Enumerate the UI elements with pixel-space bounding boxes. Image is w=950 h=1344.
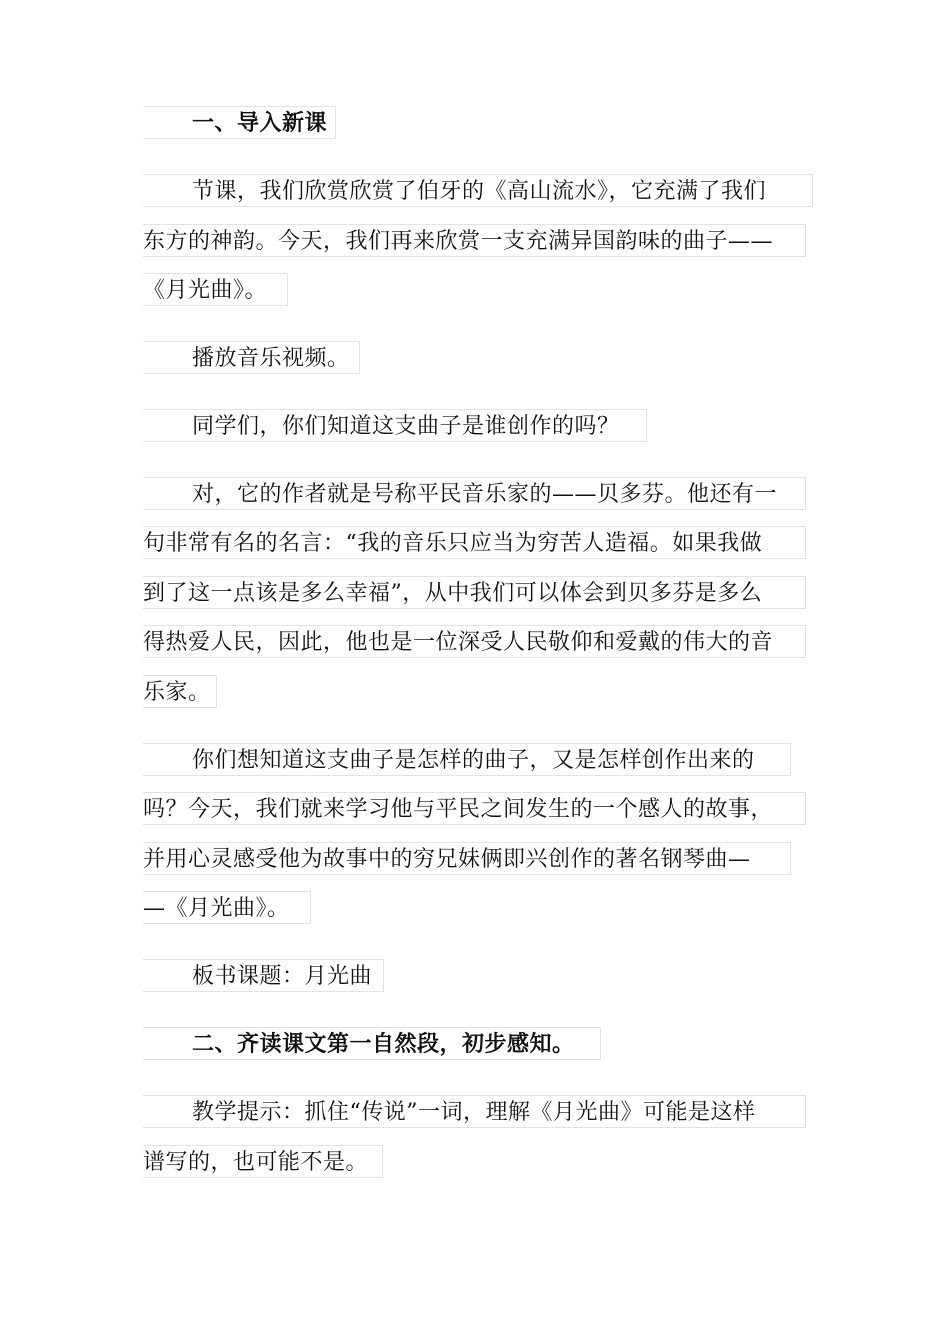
paragraph-line: 教学提示：抓住“传说”一词，理解《月光曲》可能是这样 <box>143 1095 806 1128</box>
paragraph-line: —《月光曲》。 <box>143 891 311 924</box>
paragraph-line: 同学们，你们知道这支曲子是谁创作的吗？ <box>143 409 647 442</box>
paragraph-line: 播放音乐视频。 <box>143 341 360 374</box>
paragraph-line: 到了这一点该是多么幸福”，从中我们可以体会到贝多芬是多么 <box>143 576 806 609</box>
paragraph-line: 句非常有名的名言：“我的音乐只应当为穷苦人造福。如果我做 <box>143 526 806 559</box>
paragraph-line: 谱写的，也可能不是。 <box>143 1145 383 1178</box>
paragraph-line: 对，它的作者就是号称平民音乐家的——贝多芬。他还有一 <box>143 477 806 510</box>
section-heading-2: 二、齐读课文第一自然段，初步感知。 <box>143 1027 601 1060</box>
paragraph-line: 板书课题：月光曲 <box>143 959 384 992</box>
paragraph-line: 吗？今天，我们就来学习他与平民之间发生的一个感人的故事， <box>143 792 806 825</box>
paragraph-line: 得热爱人民，因此，他也是一位深受人民敬仰和爱戴的伟大的音 <box>143 625 806 658</box>
section-heading-1: 一、导入新课 <box>143 106 336 139</box>
paragraph-line: 节课，我们欣赏欣赏了伯牙的《高山流水》，它充满了我们 <box>143 174 813 207</box>
paragraph-line: 你们想知道这支曲子是怎样的曲子，又是怎样创作出来的 <box>143 743 791 776</box>
paragraph-line: 《月光曲》。 <box>143 273 288 306</box>
paragraph-line: 东方的神韵。今天，我们再来欣赏一支充满异国韵味的曲子—— <box>143 224 806 257</box>
paragraph-line: 乐家。 <box>143 675 217 708</box>
paragraph-line: 并用心灵感受他为故事中的穷兄妹俩即兴创作的著名钢琴曲— <box>143 842 791 875</box>
